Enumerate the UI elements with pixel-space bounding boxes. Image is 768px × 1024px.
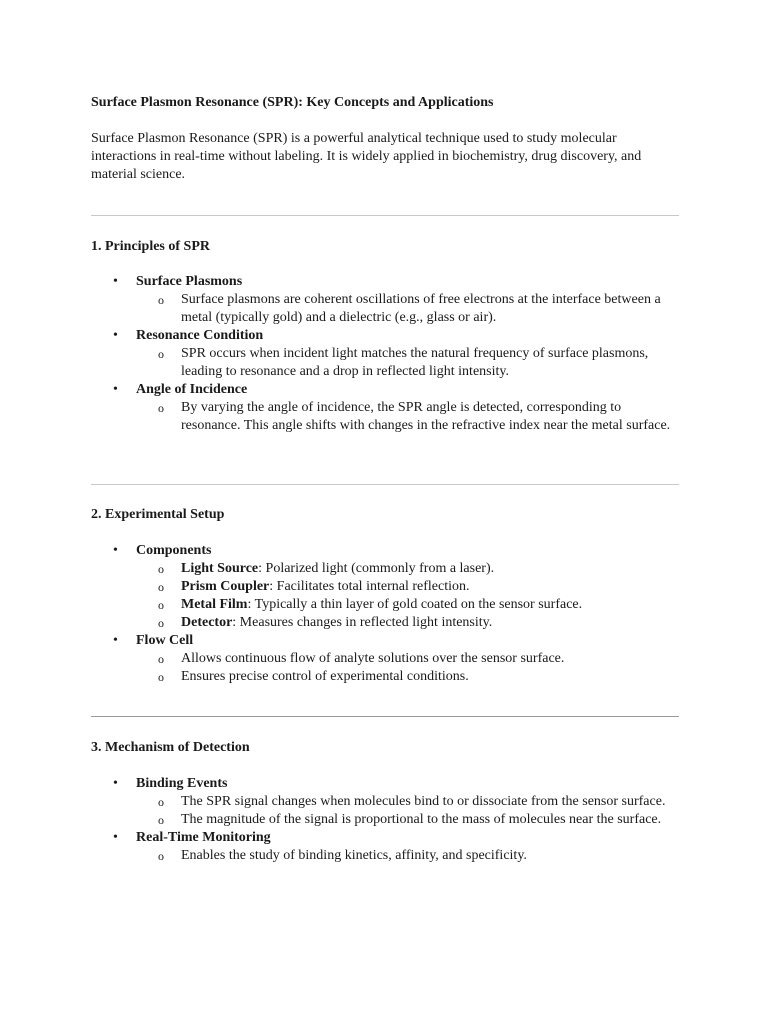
sub-list	[136, 560, 671, 632]
sub-item-term: Prism Coupler	[181, 579, 270, 594]
sub-list	[136, 793, 671, 829]
setup-list	[91, 542, 671, 686]
list-item	[91, 327, 671, 381]
section-heading-mechanism: 3. Mechanism of Detection	[91, 740, 250, 755]
sub-item	[136, 811, 671, 829]
sub-item-text: Ensures precise control of experimental conditions.	[181, 669, 469, 684]
sub-list	[136, 650, 671, 686]
sub-item	[136, 399, 671, 435]
item-title: Angle of Incidence	[136, 382, 248, 397]
list-item	[91, 381, 671, 435]
sub-item	[136, 668, 671, 686]
list-item	[91, 632, 671, 686]
sub-item	[136, 847, 671, 865]
divider	[91, 716, 679, 717]
sub-list	[136, 847, 671, 865]
sub-item-text: The SPR signal changes when molecules bind to or dissociate from the sensor surface.	[181, 794, 666, 809]
document-title: Surface Plasmon Resonance (SPR): Key Concepts and Applications	[91, 95, 494, 110]
sub-item-text: : Facilitates total internal reflection.	[269, 579, 470, 594]
sub-item	[136, 614, 671, 632]
sub-item-text: The magnitude of the signal is proportional to the mass of molecules near the surface.	[181, 812, 662, 827]
sub-list	[136, 345, 671, 381]
sub-item-term: Light Source	[181, 561, 259, 576]
sub-item-term: Detector	[181, 615, 233, 630]
sub-item-text: By varying the angle of incidence, the SPR angle is detected, corresponding to resonance. This angle shifts with changes in the refractive index near the metal surface.	[181, 400, 671, 433]
section-heading-principles: 1. Principles of SPR	[91, 239, 210, 254]
sub-item-text: : Measures changes in reflected light intensity.	[232, 615, 493, 630]
section-heading-setup: 2. Experimental Setup	[91, 507, 225, 522]
sub-item-text: Surface plasmons are coherent oscillations of free electrons at the interface between a metal (typically gold) and a dielectric (e.g., glass or air).	[181, 292, 661, 325]
sub-item-text: : Typically a thin layer of gold coated on the sensor surface.	[247, 597, 583, 612]
sub-item-text: Allows continuous flow of analyte solutions over the sensor surface.	[181, 651, 565, 666]
item-title: Surface Plasmons	[136, 274, 243, 289]
item-title: Resonance Condition	[136, 328, 264, 343]
sub-item-text: : Polarized light (commonly from a laser).	[258, 561, 495, 576]
list-item	[91, 775, 671, 829]
item-title: Binding Events	[136, 776, 228, 791]
sub-item-text: Enables the study of binding kinetics, affinity, and specificity.	[181, 848, 527, 863]
sub-item-text: SPR occurs when incident light matches the natural frequency of surface plasmons, leading to resonance and a drop in reflected light intensity.	[181, 346, 649, 379]
mechanism-list	[91, 775, 671, 865]
item-title: Real-Time Monitoring	[136, 830, 271, 845]
intro-paragraph: Surface Plasmon Resonance (SPR) is a powerful analytical technique used to study molecular interactions in real-time without labeling. It is widely applied in biochemistry, drug discovery, and material science.	[91, 131, 642, 182]
item-title: Flow Cell	[136, 633, 194, 648]
divider	[91, 484, 679, 485]
sub-item	[136, 291, 671, 327]
sub-item-term: Metal Film	[181, 597, 248, 612]
sub-item	[136, 578, 671, 596]
sub-item	[136, 560, 671, 578]
sub-item	[136, 345, 671, 381]
list-item	[91, 829, 671, 865]
divider	[91, 215, 679, 216]
item-title: Components	[136, 543, 212, 558]
sub-item	[136, 793, 671, 811]
principles-list	[91, 273, 671, 435]
sub-item	[136, 596, 671, 614]
list-item	[91, 542, 671, 632]
sub-list	[136, 399, 671, 435]
list-item	[91, 273, 671, 327]
sub-list	[136, 291, 671, 327]
sub-item	[136, 650, 671, 668]
